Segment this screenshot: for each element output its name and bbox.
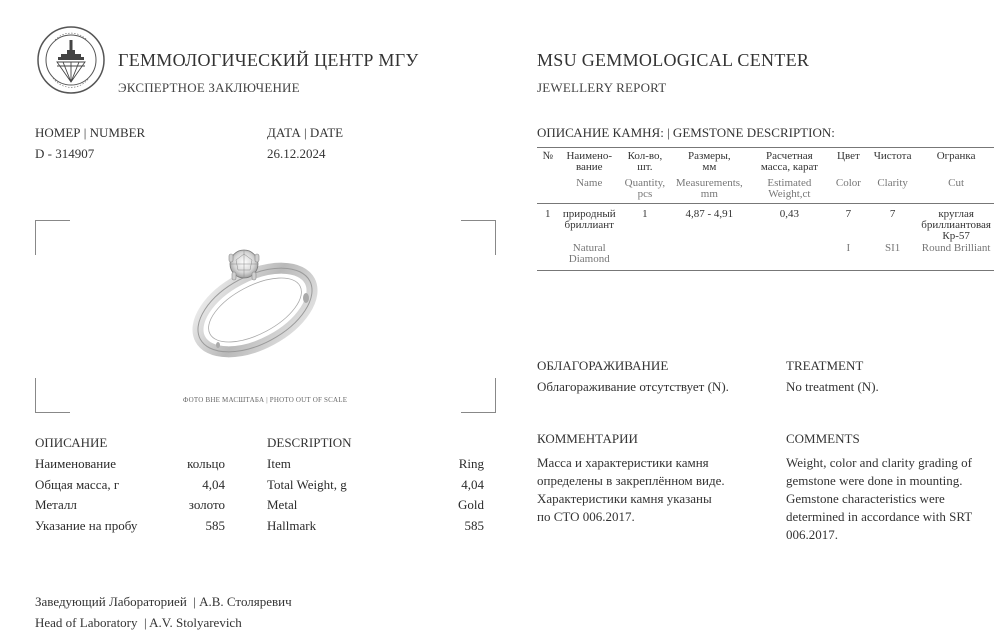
header-subtitle-en: JEWELLERY REPORT <box>537 80 667 95</box>
date-label: ДАТА | DATE <box>267 125 344 140</box>
table-cell: природный бриллиант <box>562 207 616 231</box>
desc-label-en: Total Weight, g <box>267 477 347 492</box>
desc-label-ru: Наименование <box>35 456 116 471</box>
signature-ru: Заведующий Лабораторией | А.В. Столяревич <box>35 594 292 609</box>
desc-value-en: Ring <box>458 456 484 471</box>
msu-seal-icon <box>37 26 105 94</box>
signature-en: Head of Laboratory | A.V. Stolyarevich <box>35 615 242 630</box>
comment-line: gemstone were done in mounting. <box>786 473 963 488</box>
treatment-text-ru: Облагораживание отсутствует (N). <box>537 379 729 394</box>
table-cell: Natural Diamond <box>568 242 610 265</box>
header-title-en: MSU GEMMOLOGICAL CENTER <box>537 50 810 70</box>
desc-label-ru: Общая масса, г <box>35 477 120 492</box>
table-cell: 7 <box>845 207 852 220</box>
col-header: Наимено- вание <box>566 150 613 173</box>
number-label: НОМЕР | NUMBER <box>35 125 146 140</box>
comments-text-ru <box>537 454 725 526</box>
desc-label-en: Metal <box>267 497 298 512</box>
desc-row <box>267 497 484 513</box>
gemstone-table <box>537 148 994 271</box>
desc-row <box>35 477 225 493</box>
table-cell: 7 <box>889 207 896 220</box>
treatment-heading-en: TREATMENT <box>786 358 864 373</box>
table-cell: 4,87 - 4,91 <box>685 207 734 220</box>
table-cell <box>620 243 670 270</box>
table-cell: 0,43 <box>779 207 799 220</box>
description-heading-ru: ОПИСАНИЕ <box>35 435 108 450</box>
desc-row <box>35 456 225 472</box>
table-cell <box>537 243 558 270</box>
col-header: Кол-во, шт. <box>627 150 663 173</box>
col-header-en: Estimated Weight,ct <box>767 177 812 200</box>
col-header-en: Clarity <box>877 177 908 189</box>
table-row <box>537 243 994 270</box>
table-cell: Round Brilliant <box>921 242 991 254</box>
date-value: 26.12.2024 <box>267 146 326 161</box>
table-cell: 1 <box>544 207 551 220</box>
desc-value-en: 4,04 <box>461 477 484 492</box>
col-header-en: Quantity, pcs <box>624 177 666 200</box>
comment-line: Gemstone characteristics were <box>786 491 945 506</box>
col-header-en: Name <box>576 177 603 189</box>
comment-line: determined in accordance with SRT <box>786 509 973 524</box>
col-header: Чистота <box>873 150 912 162</box>
table-cell <box>749 243 830 270</box>
table-cell: SI1 <box>884 242 901 254</box>
comment-line: определены в закреплённом виде. <box>537 473 725 488</box>
treatment-heading-ru: ОБЛАГОРАЖИВАНИЕ <box>537 358 669 373</box>
treatment-text-en: No treatment (N). <box>786 379 879 394</box>
table-row <box>537 203 994 243</box>
comment-line: 006.2017. <box>786 527 838 542</box>
desc-row <box>267 477 484 493</box>
comments-heading-en: COMMENTS <box>786 431 860 446</box>
desc-value-en: 585 <box>464 518 484 533</box>
desc-label-en: Hallmark <box>267 518 317 533</box>
header-title-ru: ГЕММОЛОГИЧЕСКИЙ ЦЕНТР МГУ <box>118 50 419 70</box>
col-header-en: Measurements, mm <box>675 177 743 200</box>
diamond-ring-icon <box>180 228 330 358</box>
col-header: Огранка <box>936 150 976 162</box>
col-header: Размеры, мм <box>688 150 731 173</box>
comment-line: по СТО 006.2017. <box>537 509 635 524</box>
number-value: D - 314907 <box>35 146 95 161</box>
col-header-en: Cut <box>948 177 965 189</box>
comment-line: Характеристики камня указаны <box>537 491 712 506</box>
col-header: Цвет <box>837 150 860 162</box>
col-header-en <box>537 178 558 203</box>
header-subtitle-ru: ЭКСПЕРТНОЕ ЗАКЛЮЧЕНИЕ <box>118 80 300 95</box>
gemstone-table-wrap <box>537 147 994 271</box>
desc-label-en: Item <box>267 456 291 471</box>
desc-label-ru: Металл <box>35 497 77 512</box>
col-header-en: Color <box>835 177 861 189</box>
table-cell: I <box>846 242 851 254</box>
desc-value-ru: 4,04 <box>202 477 225 492</box>
comments-text-en <box>786 454 972 544</box>
desc-value-ru: 585 <box>205 518 225 533</box>
gemstone-heading: ОПИСАНИЕ КАМНЯ: | GEMSTONE DESCRIPTION: <box>537 125 835 140</box>
desc-value-ru: кольцо <box>187 456 225 471</box>
col-header: № <box>542 150 553 162</box>
comment-line: Масса и характеристики камня <box>537 455 709 470</box>
description-heading-en: DESCRIPTION <box>267 435 352 450</box>
desc-row <box>267 456 484 472</box>
comment-line: Weight, color and clarity grading of <box>786 455 972 470</box>
photo-caption: ФОТО ВНЕ МАСШТАБА | PHOTO OUT OF SCALE <box>182 396 348 404</box>
table-cell <box>670 243 749 270</box>
col-header: Расчетная масса, карат <box>760 150 818 173</box>
comments-heading-ru: КОММЕНТАРИИ <box>537 431 638 446</box>
table-cell: круглая бриллиантовая Кр-57 <box>921 207 991 242</box>
table-cell: 1 <box>642 207 648 220</box>
desc-row <box>35 497 225 513</box>
desc-label-ru: Указание на пробу <box>35 518 138 533</box>
desc-value-en: Gold <box>458 497 484 512</box>
desc-row <box>35 518 225 534</box>
desc-row <box>267 518 484 534</box>
desc-value-ru: золото <box>188 497 225 512</box>
